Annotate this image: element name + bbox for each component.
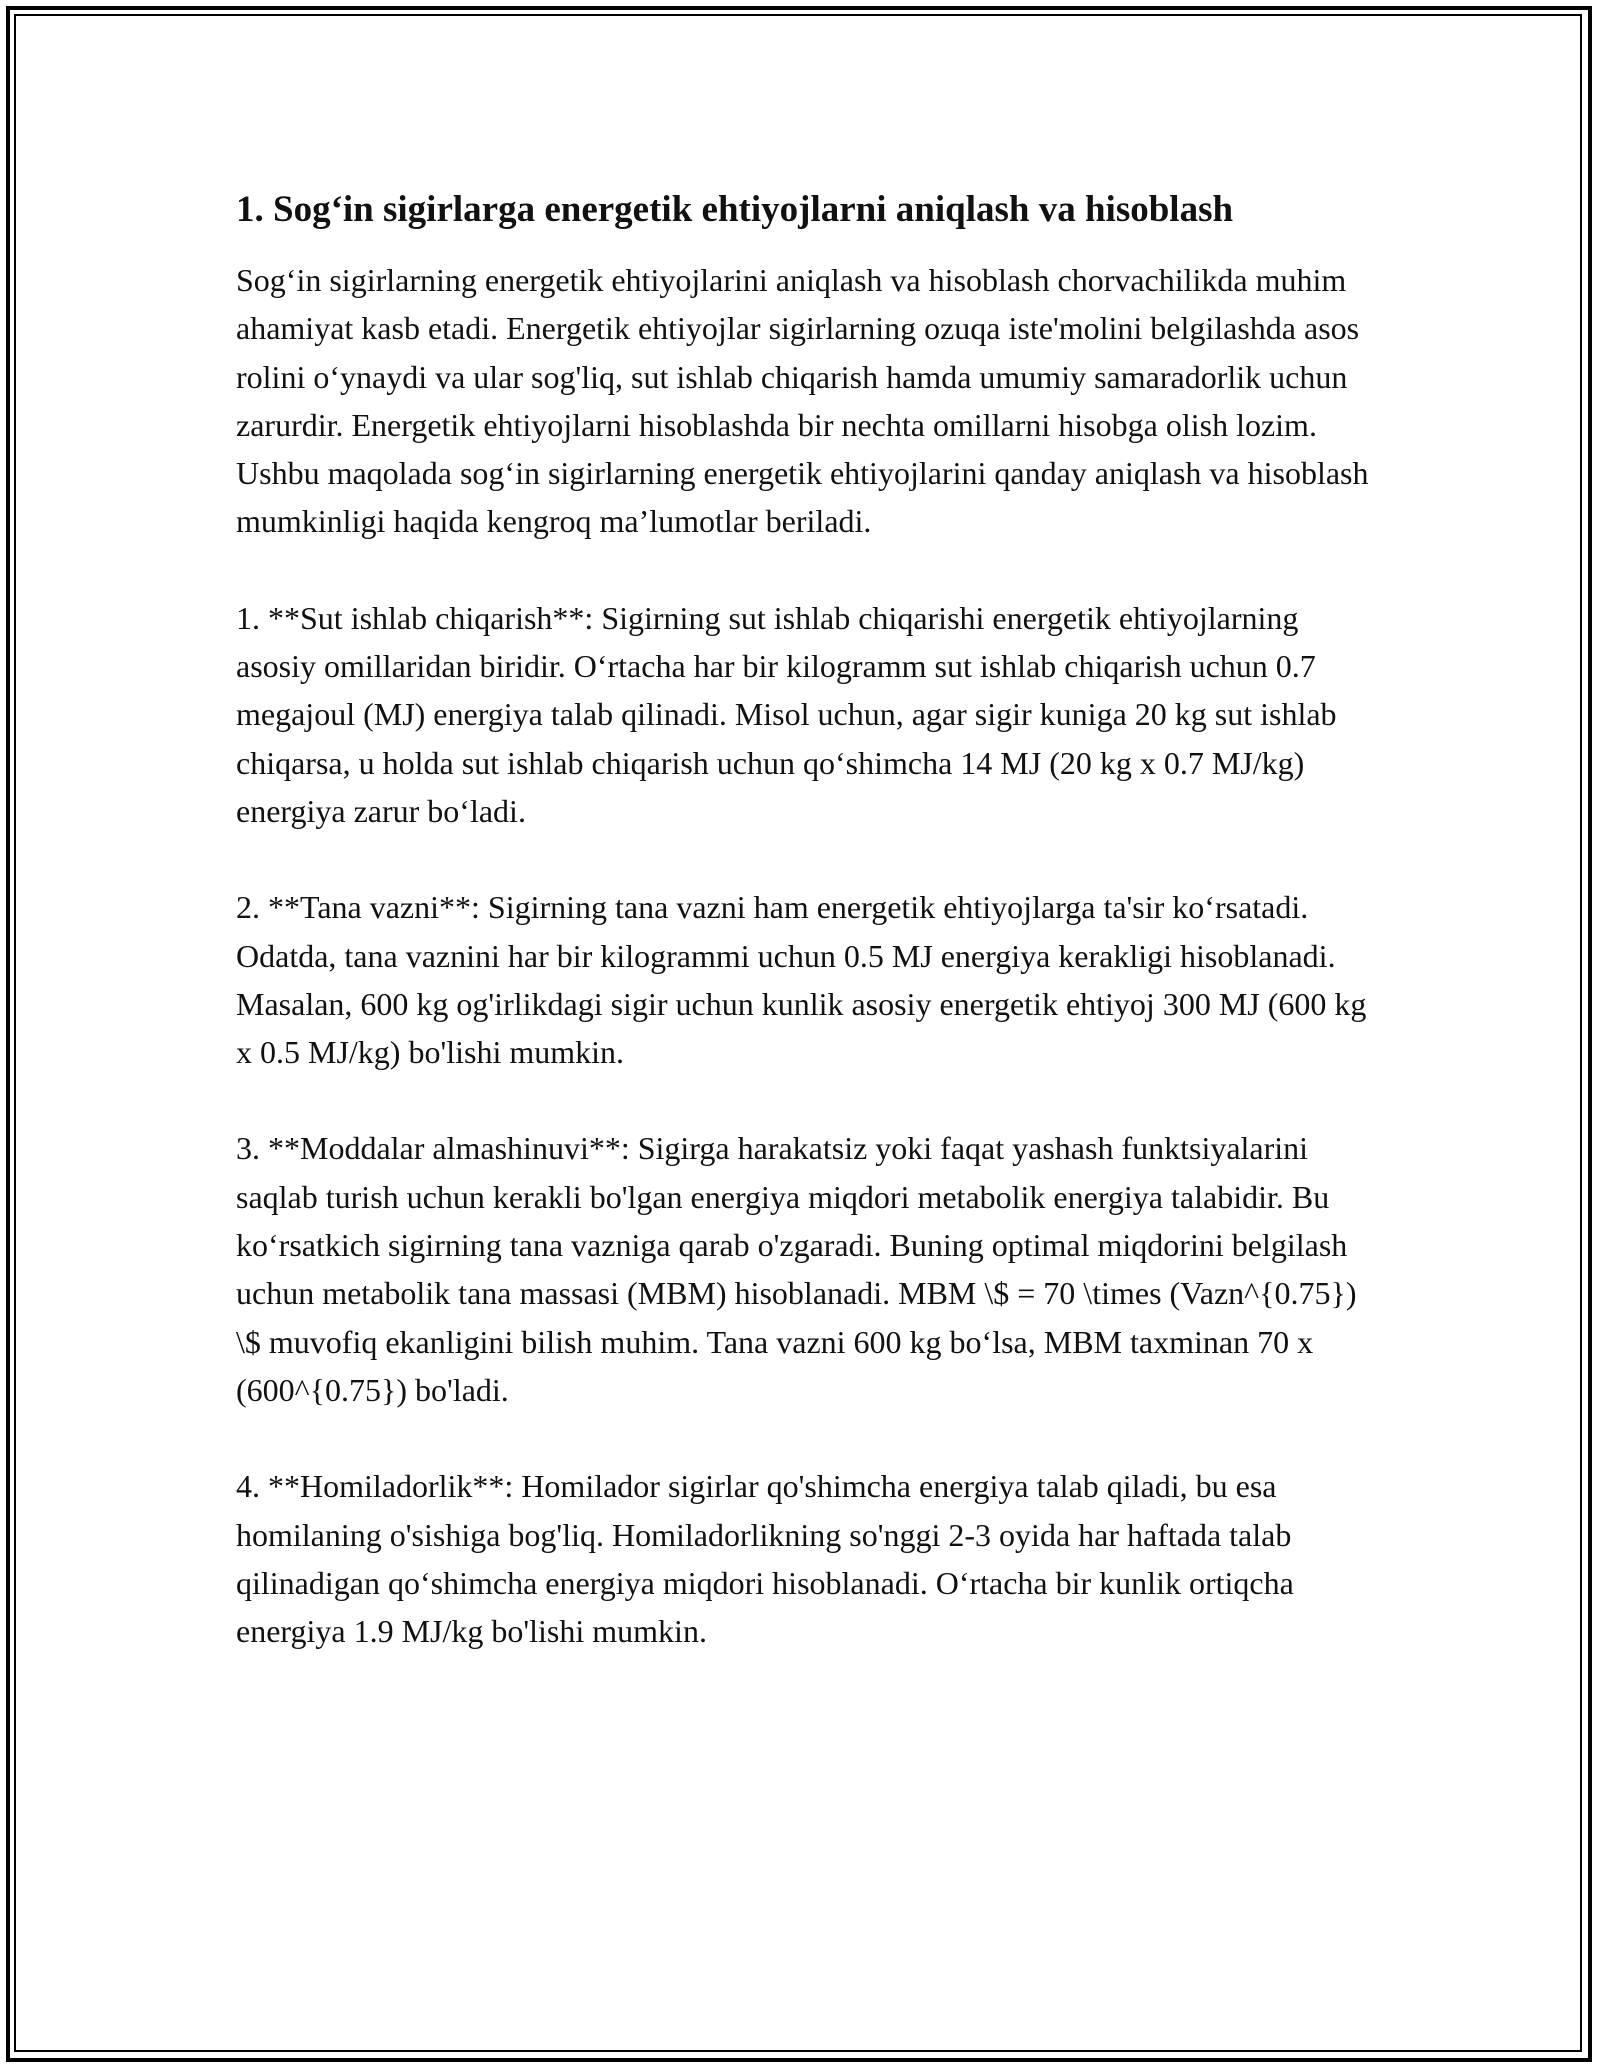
paragraph-pregnancy: 4. **Homiladorlik**: Homilador sigirlar qo'shimcha energiya talab qiladi, bu esa homilaning o'sishiga bog'liq. Homiladorlikning so'nggi 2-3 oyida har haftada talab qilinadigan qo‘shimcha energiya miqdori hisoblanadi. O‘rtacha bir kunlik ortiqcha energiya 1.9 MJ/kg bo'lishi mumkin. bbox=[236, 1468, 1294, 1650]
paragraph-milk-production: 1. **Sut ishlab chiqarish**: Sigirning sut ishlab chiqarishi energetik ehtiyojlarning asosiy omillaridan biridir. O‘rtacha har bir kilogramm sut ishlab chiqarish uchun 0.7 megajoul (MJ) energiya talab qilinadi. Misol uchun, agar sigir kuniga 20 kg sut ishlab chiqarsa, u holda sut ishlab chiqarish uchun qo‘shimcha 14 MJ (20 kg x 0.7 MJ/kg) energiya zarur bo‘ladi. bbox=[236, 599, 1337, 829]
paragraph-metabolism: 3. **Moddalar almashinuvi**: Sigirga harakatsiz yoki faqat yashash funktsiyalarini saqlab turish uchun kerakli bo'lgan energiya miqdori metabolik energiya talabidir. Bu ko‘rsatkich sigirning tana vazniga qarab o'zgaradi. Buning optimal miqdorini belgilash uchun metabolik tana massasi (MBM) hisoblanadi. MBM \$ = 70 \times (Vazn^{0.75}) \$ muvofiq ekanligini bilish muhim. Tana vazni 600 kg bo‘lsa, MBM taxminan 70 x (600^{0.75}) bo'ladi. bbox=[236, 1130, 1357, 1408]
document-body bbox=[236, 186, 1376, 1703]
paragraph-intro: Sog‘in sigirlarning energetik ehtiyojlarini aniqlash va hisoblash chorvachilikda muhim ahamiyat kasb etadi. Energetik ehtiyojlar sigirlarning ozuqa iste'molini belgilashda asos rolini o‘ynaydi va ular sog'liq, sut ishlab chiqarish hamda umumiy samaradorlik uchun zarurdir. Energetik ehtiyojlarni hisoblashda bir nechta omillarni hisobga olish lozim. Ushbu maqolada sog‘in sigirlarning energetik ehtiyojlarini qanday aniqlash va hisoblash mumkinligi haqida kengroq ma’lumotlar beriladi. bbox=[236, 262, 1369, 540]
document-title: 1. Sog‘in sigirlarga energetik ehtiyojlarni aniqlash va hisoblash bbox=[236, 189, 1234, 230]
paragraph-body-weight: 2. **Tana vazni**: Sigirning tana vazni ham energetik ehtiyojlarga ta'sir ko‘rsatadi. Odatda, tana vaznini har bir kilogrammi uchun 0.5 MJ energiya kerakligi hisoblanadi. Masalan, 600 kg og'irlikdagi sigir uchun kunlik asosiy energetik ehtiyoj 300 MJ (600 kg x 0.5 MJ/kg) bo'lishi mumkin. bbox=[236, 889, 1367, 1071]
